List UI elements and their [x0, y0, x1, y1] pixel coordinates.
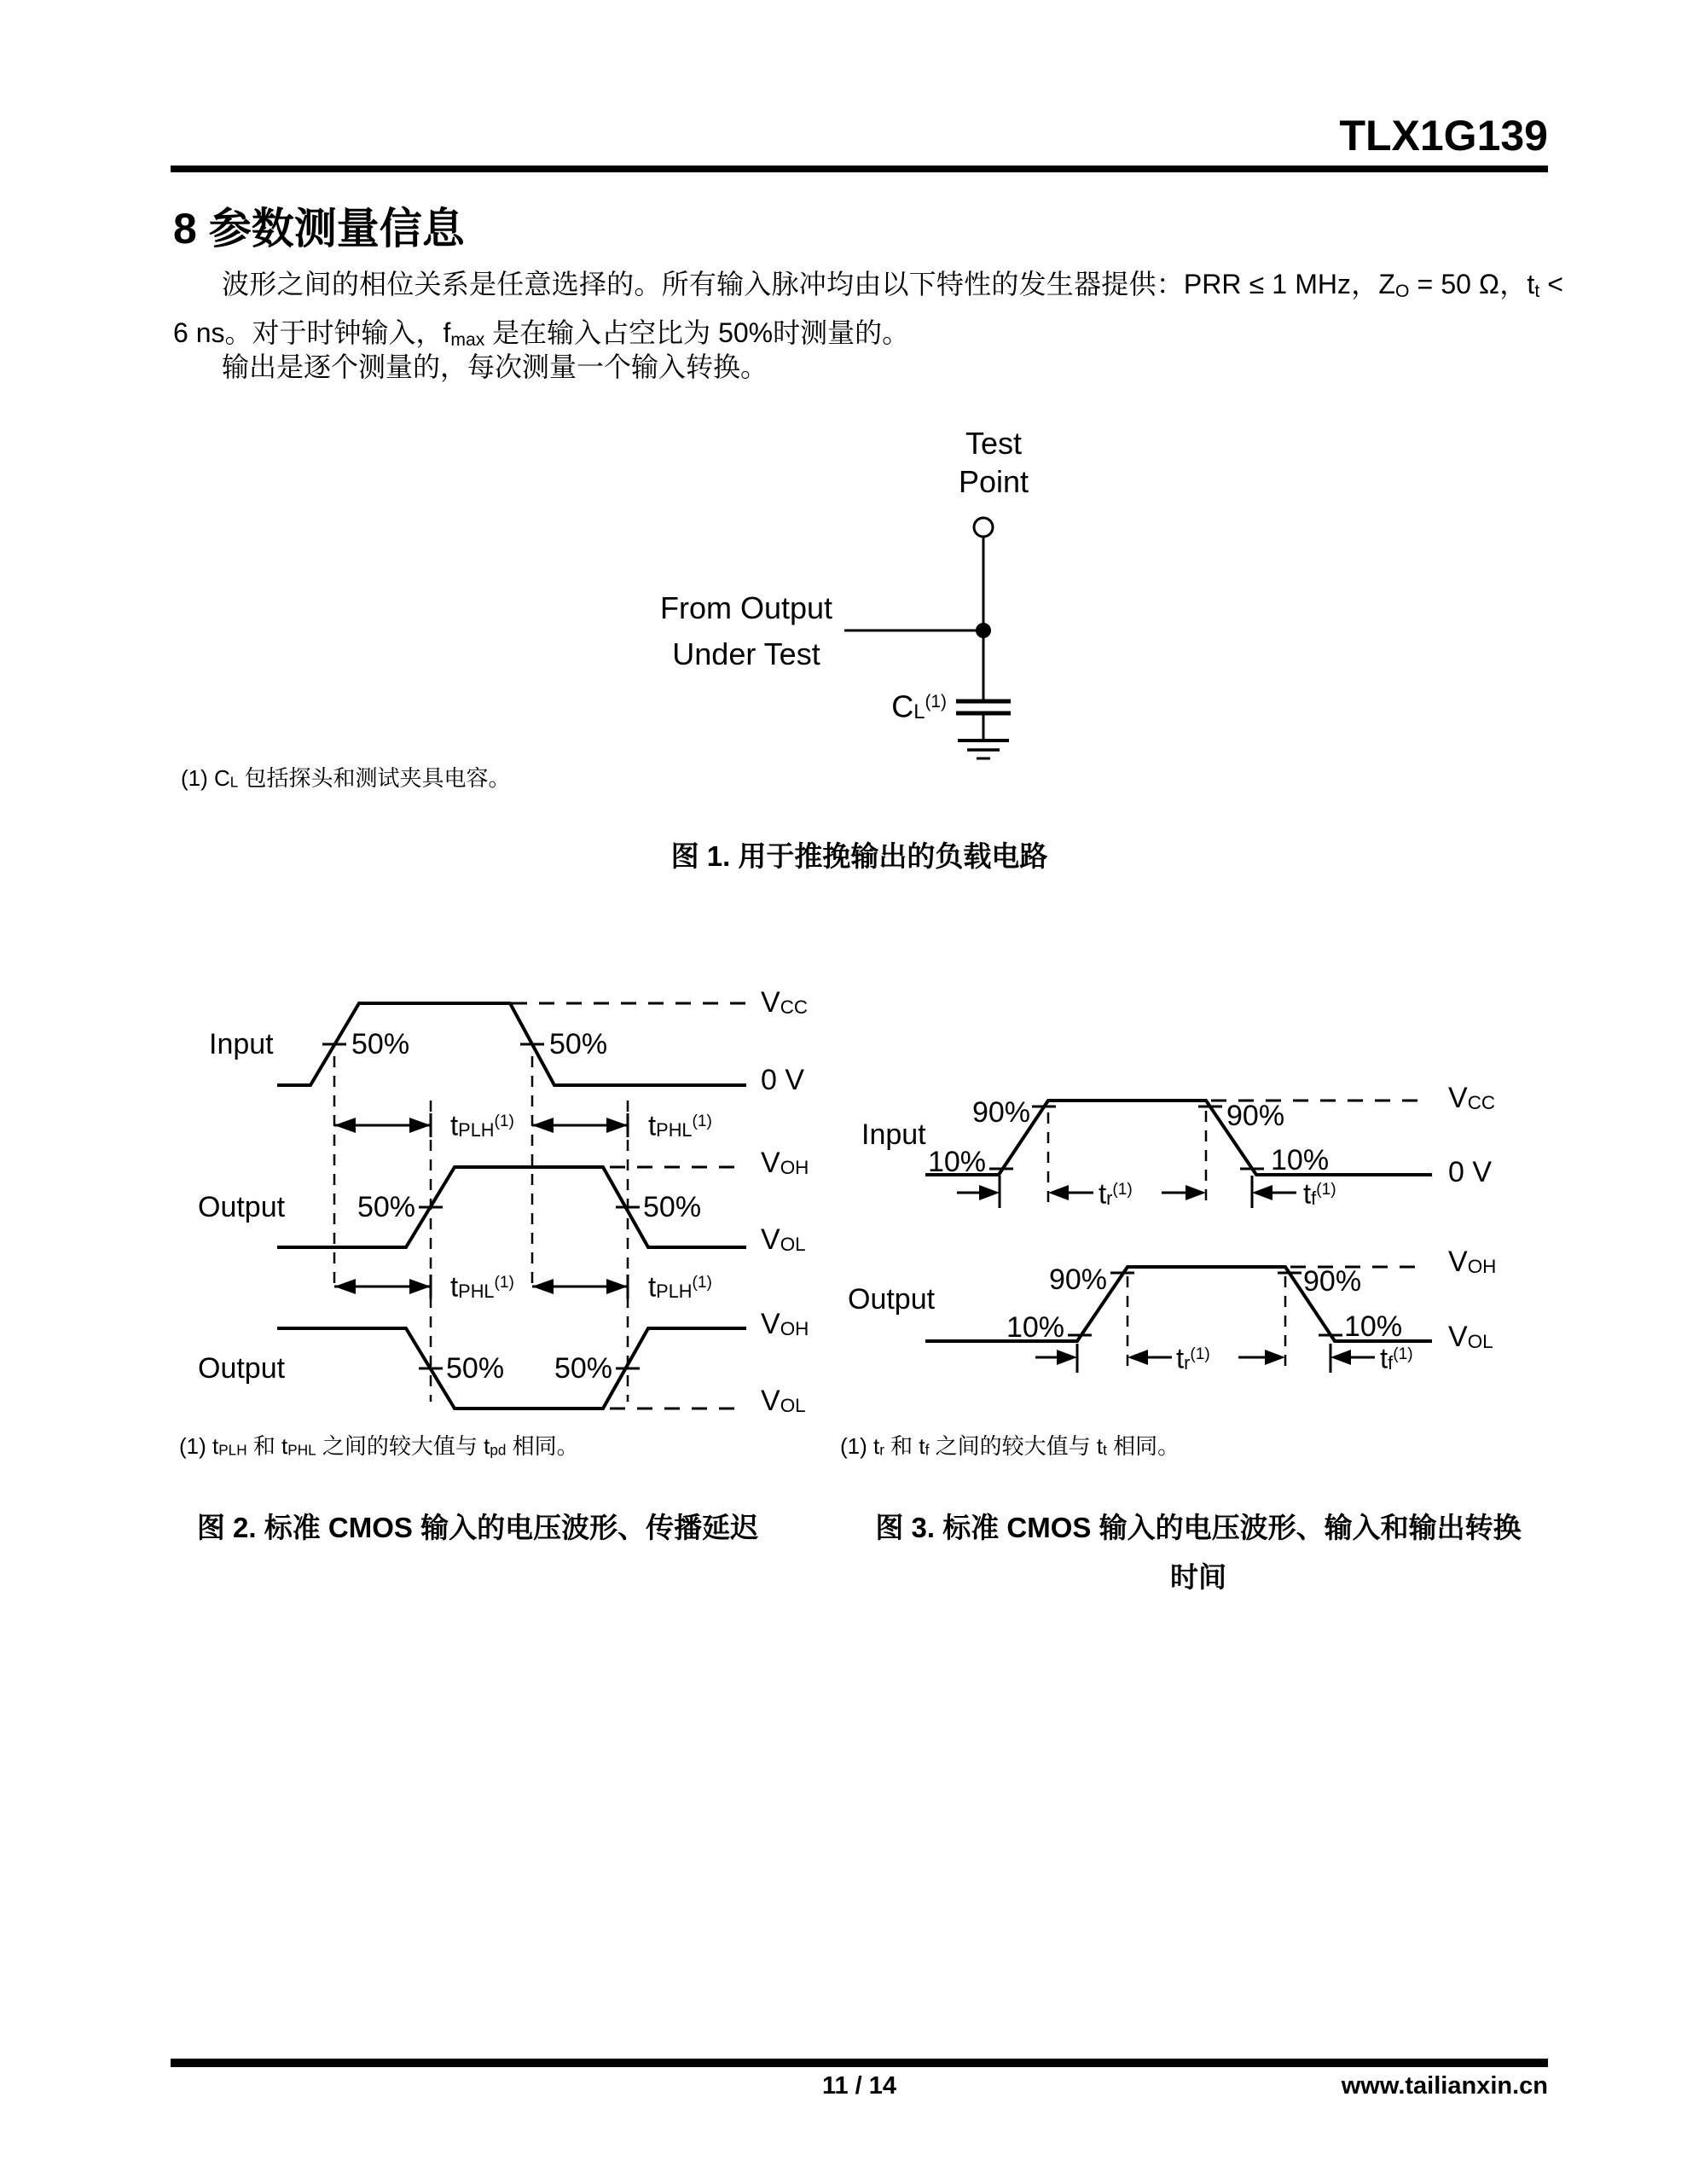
fn3-text-4: 相同。	[1106, 1433, 1180, 1459]
fig2-vol1-label	[761, 1225, 806, 1259]
fig2-50pct-out1-fall: 50%	[643, 1191, 702, 1223]
fn3-text-2: 和 t	[884, 1433, 925, 1459]
p1-text-3: < 6 ns。对于时钟输入，f	[173, 269, 1563, 348]
voh-v: V	[761, 1147, 780, 1180]
figure1-caption: 图 1. 用于推挽输出的负载电路	[670, 840, 1048, 872]
fn2-sub-3: pd	[490, 1441, 507, 1459]
fn2-sub-1: PLH	[218, 1441, 247, 1459]
test-point-terminal	[974, 518, 993, 537]
fn3-sub-3: t	[1103, 1441, 1107, 1459]
fig2-voh1-label	[761, 1148, 809, 1182]
vol-v: V	[761, 1223, 780, 1257]
figure1-footnote	[181, 765, 511, 794]
cap-symbol: C	[891, 688, 914, 724]
fig3-tf-label-1	[1303, 1176, 1336, 1213]
fig3-0v-label: 0 V	[1448, 1156, 1493, 1188]
cap-sup: (1)	[925, 691, 947, 712]
fn2-text-4: 相同。	[506, 1433, 579, 1459]
fn1-text-2: 包括探头和测试夹具电容。	[238, 765, 511, 791]
fig3-10pct-out-rise: 10%	[1006, 1311, 1064, 1344]
vol-sub: OL	[1467, 1330, 1493, 1352]
fig2-tplh-label-2	[648, 1269, 712, 1306]
fig2-output1-label: Output	[198, 1191, 286, 1223]
fn1-text-1: (1) C	[181, 765, 230, 791]
input-waveform	[277, 1003, 746, 1085]
vol-v: V	[1448, 1321, 1468, 1354]
fig3-10pct-out-fall: 10%	[1344, 1310, 1403, 1343]
t-sup: (1)	[1393, 1345, 1413, 1363]
fig2-0v-label: 0 V	[761, 1064, 805, 1096]
fig3-tf-label-2	[1380, 1340, 1413, 1378]
vcc-sub: CC	[1467, 1091, 1496, 1113]
t-base: t	[1099, 1177, 1107, 1210]
fig3-90pct-out-rise: 90%	[1048, 1263, 1107, 1296]
t-sup: (1)	[494, 1112, 514, 1130]
t-sub: PLH	[458, 1119, 495, 1141]
t-sup: (1)	[692, 1273, 712, 1292]
vcc-v: V	[1448, 1082, 1468, 1115]
from-output-line2: Under Test	[672, 636, 820, 671]
figure3-caption	[836, 1503, 1561, 1602]
fn3-sub-1: r	[879, 1441, 884, 1459]
fig3-90pct-in-fall: 90%	[1226, 1100, 1285, 1132]
t-sub: r	[1184, 1352, 1191, 1374]
p1-sub-fmax: max	[450, 329, 485, 350]
footer-rule	[171, 2059, 1548, 2067]
fig3-vol-label	[1448, 1322, 1493, 1356]
t-sub: f	[1311, 1188, 1317, 1210]
fig2-tplh-label-1	[450, 1107, 514, 1145]
fig2-vol2-label	[761, 1386, 806, 1420]
fig3-90pct-in-rise: 90%	[971, 1096, 1030, 1129]
fig2-output2-label: Output	[198, 1352, 286, 1385]
fig3-10pct-in-rise: 10%	[927, 1146, 986, 1178]
fig2-50pct-out2-rise: 50%	[554, 1352, 612, 1385]
fig3-10pct-in-fall: 10%	[1271, 1144, 1330, 1176]
voh-sub: OH	[780, 1317, 809, 1339]
t-sub: r	[1106, 1188, 1113, 1210]
fig2-tphl-label-1	[648, 1107, 712, 1145]
p1-text-2: = 50 Ω，t	[1409, 269, 1535, 299]
fig3-tr-label-2	[1176, 1340, 1210, 1378]
page-indicator: 11 / 14	[821, 2072, 897, 2100]
vol-v: V	[761, 1385, 780, 1418]
t-base: t	[1176, 1342, 1185, 1374]
t-sup: (1)	[1316, 1180, 1336, 1199]
voh-v: V	[761, 1308, 780, 1341]
doc-number-title: TLX1G139	[1339, 112, 1548, 160]
from-output-line1: From Output	[659, 590, 833, 625]
fig2-50pct-input-fall: 50%	[549, 1028, 608, 1060]
t-sup: (1)	[494, 1273, 514, 1292]
figure3-caption-line1: 图 3. 标准 CMOS 输入的电压波形、输入和输出转换	[875, 1512, 1522, 1543]
vcc-v: V	[761, 986, 780, 1019]
figure1-load-circuit	[597, 418, 1126, 776]
fn2-text-3: 之间的较大值与 t	[316, 1433, 490, 1459]
fig2-vcc-label	[761, 988, 808, 1022]
p1-text-1: 波形之间的相位关系是任意选择的。所有输入脉冲均由以下特性的发生器提供：PRR ≤ 1 MHz，Z	[222, 269, 1395, 299]
t-base: t	[1380, 1342, 1388, 1374]
t-sub: PHL	[656, 1119, 693, 1141]
output2-waveform	[277, 1328, 746, 1409]
section-heading: 8 参数测量信息	[173, 205, 465, 253]
from-output-label	[644, 585, 849, 677]
fig2-50pct-out1-rise: 50%	[357, 1191, 415, 1223]
fn3-sub-2: f	[925, 1441, 930, 1459]
voh-v: V	[1448, 1246, 1468, 1279]
t-base: t	[450, 1109, 459, 1141]
p1-sub-zo: O	[1394, 281, 1410, 301]
fn2-text-2: 和 t	[246, 1433, 288, 1459]
fn2-text-1: (1) t	[179, 1433, 219, 1459]
figure2-footnote	[179, 1433, 579, 1462]
junction-dot	[976, 623, 991, 638]
figure2-caption: 图 2. 标准 CMOS 输入的电压波形、传播延迟	[196, 1512, 759, 1543]
test-point-line2: Point	[958, 464, 1029, 499]
fig2-voh2-label	[761, 1310, 809, 1344]
fig2-50pct-out2-fall: 50%	[446, 1352, 505, 1385]
t-sub: PHL	[458, 1281, 495, 1303]
website-link: www.tailianxin.cn	[1341, 2072, 1548, 2100]
fn3-text-3: 之间的较大值与 t	[929, 1433, 1104, 1459]
fig3-voh-label	[1448, 1247, 1496, 1281]
cap-sub: L	[913, 700, 925, 724]
fig3-tr-label-1	[1099, 1176, 1133, 1213]
fig2-tphl-label-2	[450, 1269, 514, 1306]
figure3-footnote	[840, 1433, 1180, 1462]
fig3-90pct-out-fall: 90%	[1303, 1265, 1362, 1298]
t-sub: PLH	[656, 1281, 693, 1303]
t-sup: (1)	[1112, 1180, 1133, 1199]
capacitor-label	[819, 688, 947, 727]
p1-text-4: 是在输入占空比为 50%时测量的。	[484, 317, 910, 348]
fig3-input-label: Input	[861, 1118, 926, 1151]
vcc-sub: CC	[780, 996, 809, 1018]
t-sup: (1)	[692, 1112, 712, 1130]
vol-sub: OL	[780, 1233, 806, 1255]
t-base: t	[1303, 1177, 1312, 1210]
t-base: t	[450, 1270, 459, 1303]
t-base: t	[648, 1109, 657, 1141]
voh-sub: OH	[780, 1156, 809, 1178]
fig3-output-label: Output	[848, 1283, 936, 1316]
voh-sub: OH	[1467, 1255, 1497, 1277]
t-sup: (1)	[1190, 1345, 1210, 1363]
fn3-text-1: (1) t	[840, 1433, 880, 1459]
test-point-line1: Test	[965, 426, 1023, 461]
fig2-input-label: Input	[209, 1028, 274, 1060]
fig2-50pct-input-rise: 50%	[351, 1028, 410, 1060]
figure3-waveforms	[836, 1066, 1569, 1467]
fig3-vcc-label	[1448, 1083, 1495, 1118]
fn1-sub: L	[229, 773, 239, 791]
test-point-label	[930, 424, 1058, 501]
header-rule	[171, 166, 1548, 172]
t-base: t	[648, 1270, 657, 1303]
t-sub: f	[1388, 1352, 1394, 1374]
p1-sub-tt: t	[1534, 281, 1540, 301]
figure3-caption-line2: 时间	[1170, 1561, 1226, 1593]
figure2-waveforms	[119, 964, 836, 1425]
paragraph-output-measurement: 输出是逐个测量的，每次测量一个输入转换。	[222, 351, 768, 382]
vol-sub: OL	[780, 1394, 806, 1416]
fn2-sub-2: PHL	[287, 1441, 316, 1459]
